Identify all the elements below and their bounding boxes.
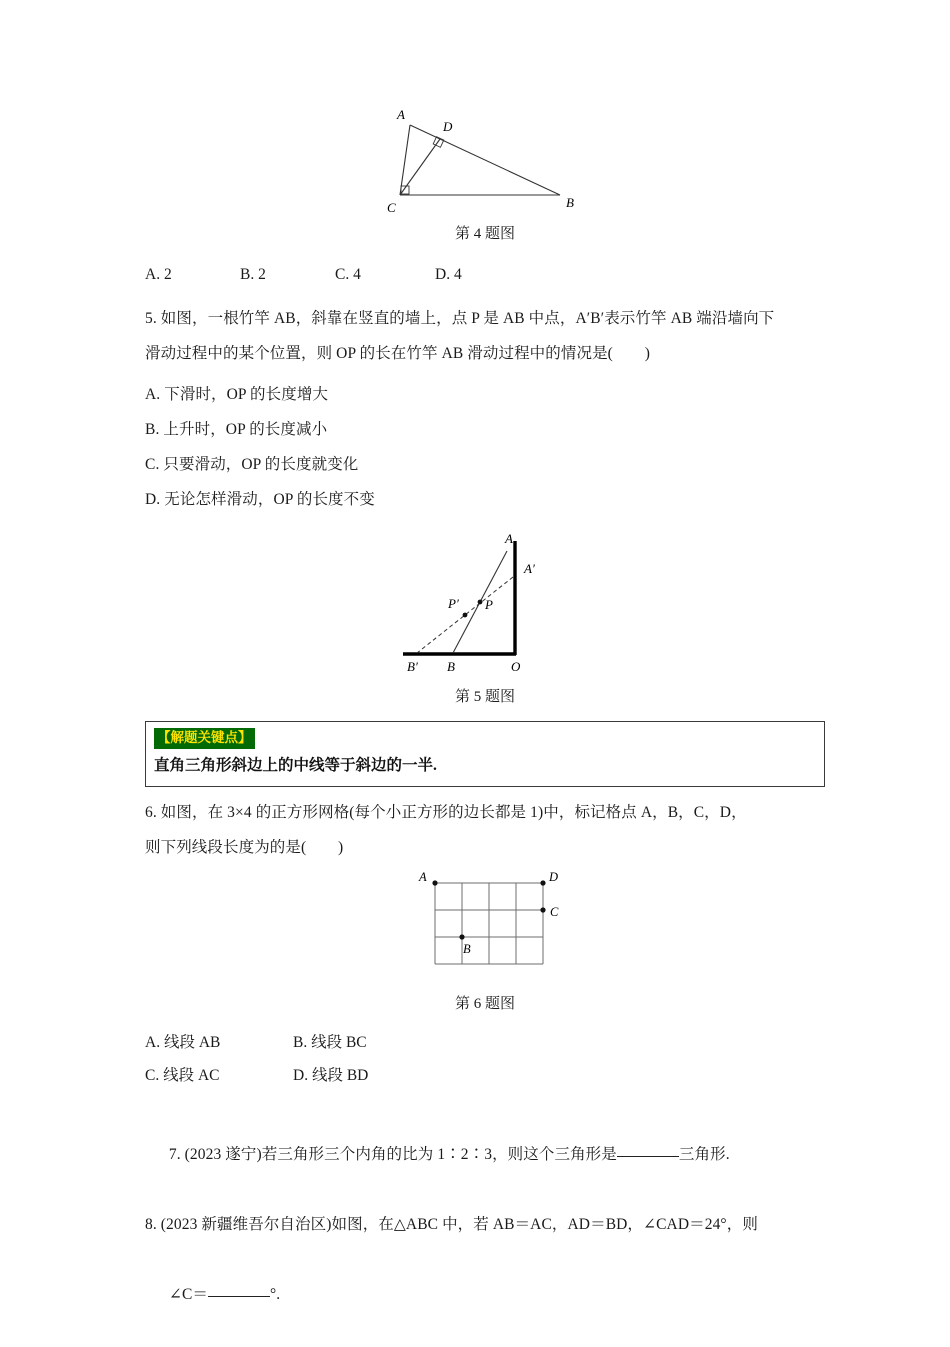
- figure-6-label-B: B: [463, 942, 471, 956]
- figure-4-label-C: C: [387, 200, 396, 215]
- figure-6-grid: [395, 869, 575, 984]
- q6-stem-line-2: 则下列线段长度为的是( ): [145, 839, 344, 856]
- q6-option-c[interactable]: C. 线段 AC: [145, 1067, 220, 1084]
- q5-option-b[interactable]: B. 上升时，OP 的长度减小: [145, 421, 328, 438]
- figure-5-ladder: [385, 525, 585, 675]
- figure-4-label-D: D: [443, 119, 453, 134]
- q5-stem-line-1: 5. 如图，一根竹竿 AB，斜靠在竖直的墙上，点 P 是 AB 中点，A′B′表示竹竿 AB 端沿墙向下: [145, 310, 775, 327]
- figure-4-label-B: B: [566, 195, 574, 210]
- q4-option-d[interactable]: D. 4: [435, 266, 462, 283]
- q4-options-row: [145, 258, 825, 291]
- figure-5-label-P-prime: P′: [448, 596, 459, 611]
- q4-option-c[interactable]: C. 4: [335, 266, 361, 283]
- q6-option-d[interactable]: D. 线段 BD: [293, 1067, 369, 1084]
- figure-5-label-O: O: [511, 659, 521, 674]
- q8-stem-line-1: 8. (2023 新疆维吾尔自治区)如图，在△ABC 中，若 AB＝AC，AD＝BD，∠CAD＝24°，则: [145, 1216, 758, 1233]
- keypoint-box: [145, 721, 825, 787]
- q8-text-pre: ∠C＝: [168, 1286, 208, 1303]
- q7-answer-blank[interactable]: [617, 1155, 679, 1157]
- figure-5-label-B: B: [447, 659, 455, 674]
- q8-text-tail: °.: [270, 1286, 281, 1303]
- figure-4-triangle: [370, 100, 600, 220]
- figure-5-label-P: P: [485, 597, 493, 612]
- figure-4-caption: 第 4 题图: [454, 226, 515, 242]
- q8-stem-line-2: [145, 1242, 825, 1347]
- q7-text: 7. (2023 遂宁)若三角形三个内角的比为 1∶2∶3，则这个三角形是: [168, 1146, 617, 1163]
- q4-option-b[interactable]: B. 2: [240, 266, 266, 283]
- q4-option-a[interactable]: A. 2: [145, 266, 172, 283]
- figure-5-caption: 第 5 题图: [454, 689, 515, 705]
- q6-stem-line-1: 6. 如图，在 3×4 的正方形网格(每个小正方形的边长都是 1)中，标记格点 A，B，C，D，: [145, 804, 747, 821]
- figure-6-container: [145, 869, 825, 1018]
- keypoint-text: 直角三角形斜边上的中线等于斜边的一半.: [154, 757, 437, 774]
- q6-option-b[interactable]: B. 线段 BC: [293, 1034, 367, 1051]
- figure-5-label-A-prime: A′: [524, 561, 535, 576]
- q5-option-d[interactable]: D. 无论怎样滑动，OP 的长度不变: [145, 491, 375, 508]
- figure-6-label-A: A: [419, 870, 427, 884]
- figure-6-label-C: C: [550, 905, 559, 919]
- figure-5-label-A: A: [505, 531, 513, 546]
- page-content: [145, 0, 825, 1347]
- q7-text-tail: 三角形.: [678, 1146, 730, 1163]
- figure-5-container: [145, 525, 825, 711]
- q6-options-row-2: [145, 1059, 825, 1092]
- figure-5-label-B-prime: B′: [407, 659, 418, 674]
- q6-options-row-1: [145, 1026, 825, 1059]
- figure-6-caption: 第 6 题图: [454, 996, 515, 1012]
- figure-4-label-A: A: [397, 107, 405, 122]
- q5-stem-line-2: 滑动过程中的某个位置，则 OP 的长在竹竿 AB 滑动过程中的情况是( ): [145, 345, 650, 362]
- q6-option-a[interactable]: A. 线段 AB: [145, 1034, 221, 1051]
- q5-option-c[interactable]: C. 只要滑动，OP 的长度就变化: [145, 456, 359, 473]
- q8-answer-blank[interactable]: [208, 1295, 270, 1297]
- q7-stem: [145, 1102, 825, 1207]
- keypoint-tag: 【解题关键点】: [154, 728, 255, 749]
- figure-4-container: [145, 100, 825, 248]
- q5-option-a[interactable]: A. 下滑时，OP 的长度增大: [145, 386, 329, 403]
- figure-6-label-D: D: [549, 870, 559, 884]
